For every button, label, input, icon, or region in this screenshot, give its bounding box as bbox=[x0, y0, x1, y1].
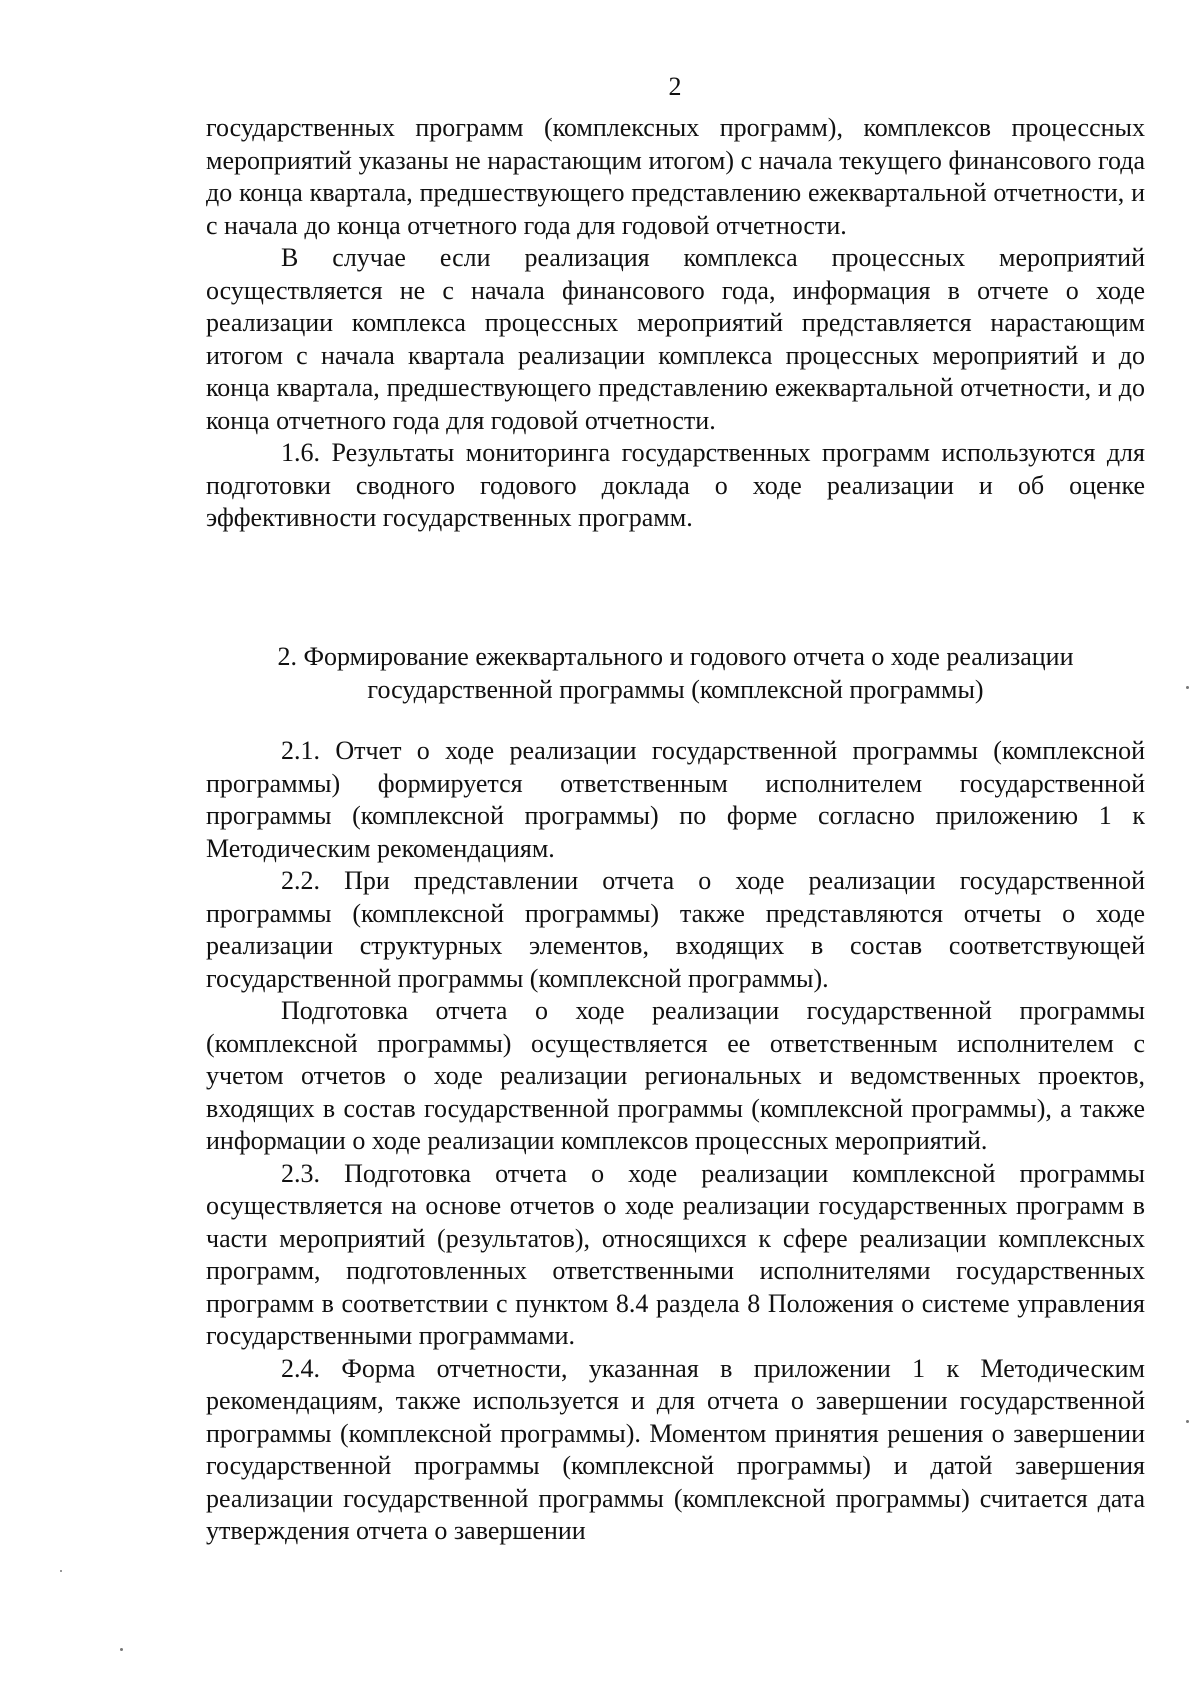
section-heading bbox=[206, 640, 1145, 706]
scan-speck bbox=[60, 1570, 62, 1572]
paragraph-2-2: 2.2. При представлении отчета о ходе реализации государственной программы (комплексной программы) также представляются отчеты о ходе реализации структурных элементов, входящих в состав соответствующей государственной программы (комплексной программы). bbox=[206, 866, 1145, 993]
paragraph-2-3: 2.3. Подготовка отчета о ходе реализации комплексной программы осуществляется на основе отчетов о ходе реализации государственных программ в части мероприятий (результатов), относящихся к сфере реализации комплексных программ, подготовленных ответственными исполнителями государственных программ в соответствии с пунктом 8.4 раздела 8 Положения о системе управления государственными программами. bbox=[206, 1158, 1145, 1350]
paragraph-2-4: 2.4. Форма отчетности, указанная в приложении 1 к Методическим рекомендациям, также используется и для отчета о завершении государственной программы (комплексной программы). Моментом принятия решения о завершении государственной программы (комплексной программы) и датой завершения реализации государственной программы (комплексной программы) считается дата утверждения отчета о завершении bbox=[206, 1353, 1145, 1545]
paragraph-1-6: 1.6. Результаты мониторинга государственных программ используются для подготовки сводного годового доклада о ходе реализации и об оценке эффективности государственных программ. bbox=[206, 438, 1145, 532]
page-number: 2 bbox=[668, 72, 682, 101]
paragraph-continuation: государственных программ (комплексных программ), комплексов процессных мероприятий указаны не нарастающим итогом) с начала текущего финансового года до конца квартала, предшествующего представлению ежеквартальной отчетности, и с начала до конца отчетного года для годовой отчетности. bbox=[206, 113, 1145, 240]
paragraph-2-1: 2.1. Отчет о ходе реализации государственной программы (комплексной программы) формируется ответственным исполнителем государственной программы (комплексной программы) по форме согласно приложению 1 к Методическим рекомендациям. bbox=[206, 736, 1145, 863]
paragraph-process-complex: В случае если реализация комплекса процессных мероприятий осуществляется не с начала финансового года, информация в отчете о ходе реализации комплекса процессных мероприятий представляется нарастающим итогом с начала квартала реализации комплекса процессных мероприятий и до конца квартала, предшествующего представлению ежеквартальной отчетности, и до конца отчетного года для годовой отчетности. bbox=[206, 243, 1145, 435]
section-text bbox=[206, 735, 1145, 1548]
section-heading-line-2: государственной программы (комплексной программы) bbox=[367, 675, 984, 704]
section-heading-line-1: 2. Формирование ежеквартального и годового отчета о ходе реализации bbox=[277, 642, 1074, 671]
scan-speck bbox=[1186, 1420, 1189, 1423]
scan-speck bbox=[120, 1648, 123, 1651]
paragraph-preparation: Подготовка отчета о ходе реализации государственной программы (комплексной программы) осуществляется ее ответственным исполнителем с учетом отчетов о ходе реализации региональных и ведомственных проектов, входящих в состав государственной программы (комплексной программы), а также информации о ходе реализации комплексов процессных мероприятий. bbox=[206, 996, 1145, 1155]
intro-text bbox=[206, 112, 1145, 535]
scan-speck bbox=[1186, 686, 1189, 689]
